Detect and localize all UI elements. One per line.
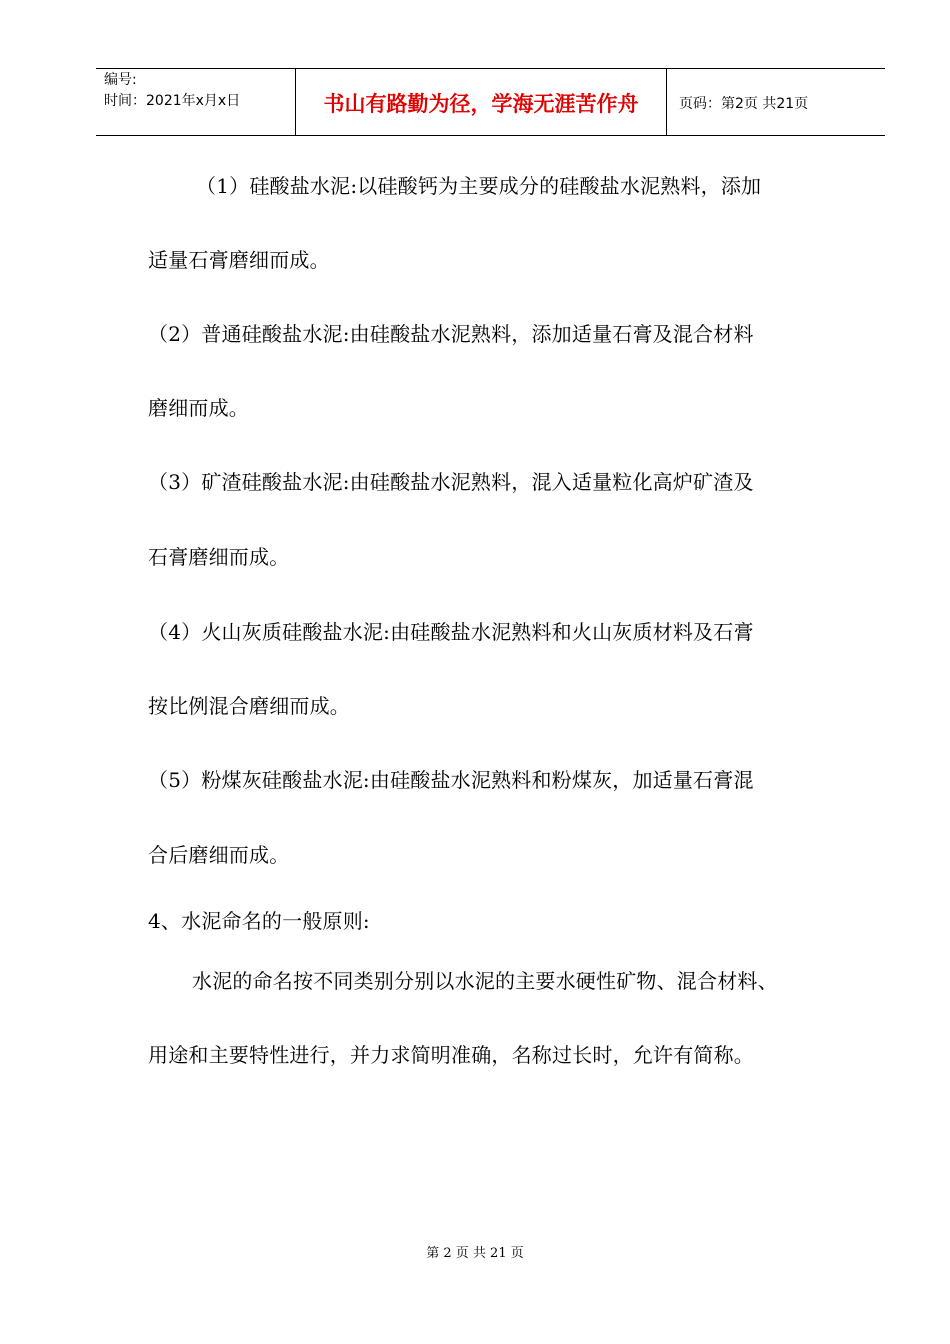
paragraph-line: （1）硅酸盐水泥:以硅酸钙为主要成分的硅酸盐水泥熟料，添加: [196, 174, 762, 198]
paragraph-line: （5）粉煤灰硅酸盐水泥:由硅酸盐水泥熟料和粉煤灰，加适量石膏混: [148, 768, 754, 792]
page-header: [96, 68, 885, 136]
paragraph-line: 按比例混合磨细而成。: [148, 694, 350, 718]
paragraph-line: （2）普通硅酸盐水泥:由硅酸盐水泥熟料，添加适量石膏及混合材料: [148, 322, 754, 346]
paragraph-line: 适量石膏磨细而成。: [148, 248, 330, 272]
page-footer: 第 2 页 共 21 页: [426, 1246, 524, 1261]
header-page-cell: [667, 69, 885, 135]
section-heading: 4、水泥命名的一般原则:: [148, 909, 370, 933]
paragraph-line: （3）矿渣硅酸盐水泥:由硅酸盐水泥熟料，混入适量粒化高炉矿渣及: [148, 470, 754, 494]
date-label: 时间：2021年x月x日: [104, 93, 241, 109]
serial-number-label: 编号:: [104, 72, 137, 88]
paragraph-line: 石膏磨细而成。: [148, 545, 290, 569]
page-number-label: 页码：第2页 共21页: [679, 96, 809, 112]
motto-text: 书山有路勤为径，学海无涯苦作舟: [323, 92, 639, 116]
paragraph-line: （4）火山灰质硅酸盐水泥:由硅酸盐水泥熟料和火山灰质材料及石膏: [148, 620, 754, 644]
paragraph-line: 水泥的命名按不同类别分别以水泥的主要水硬性矿物、混合材料、: [192, 969, 778, 993]
paragraph-line: 用途和主要特性进行，并力求简明准确，名称过长时，允许有简称。: [148, 1043, 754, 1067]
header-meta-cell: [96, 69, 296, 135]
paragraph-line: 合后磨细而成。: [148, 843, 290, 867]
paragraph-line: 磨细而成。: [148, 396, 249, 420]
header-motto-cell: [296, 69, 667, 135]
